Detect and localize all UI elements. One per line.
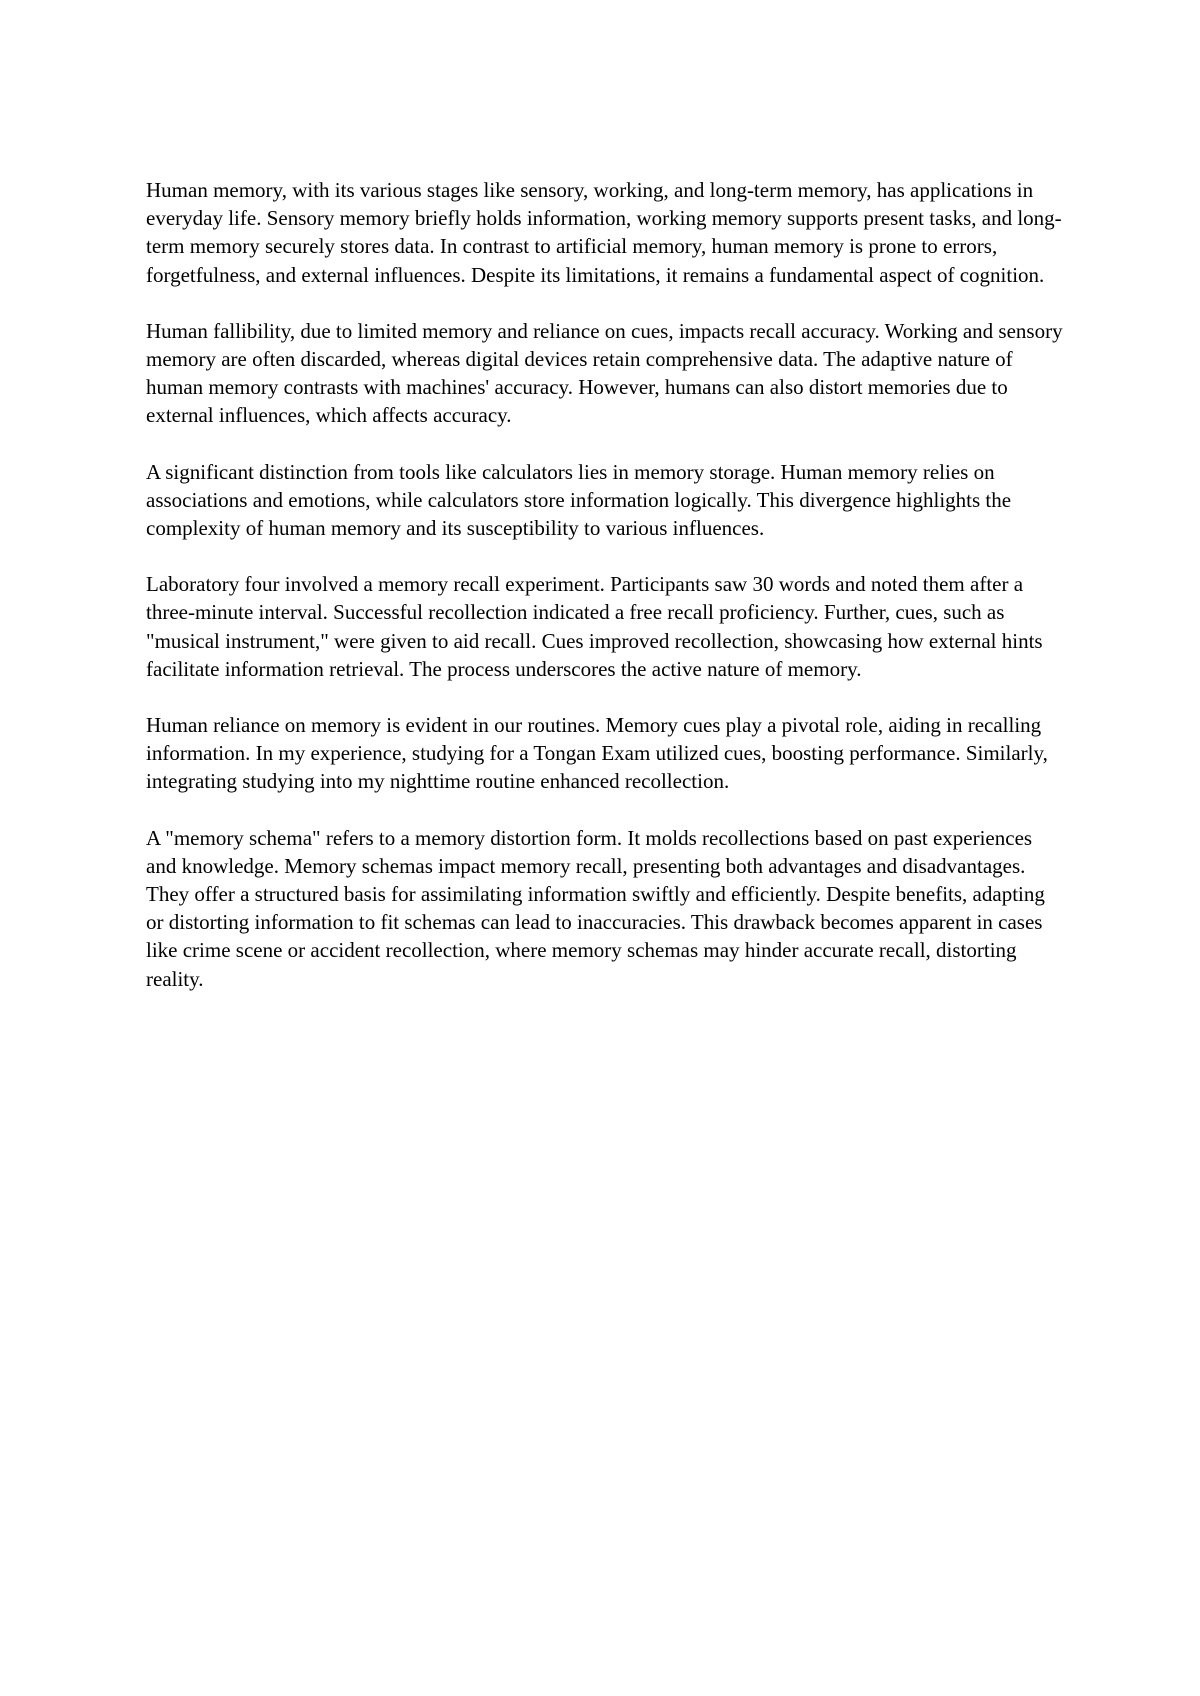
paragraph-memory-schema: A "memory schema" refers to a memory distortion form. It molds recollections based on past experiences and knowledge. Memory schemas impact memory recall, presenting both advantages and disadvantages. They offer a structured basis for assimilating information swiftly and efficiently. Despite benefits, adapting or distorting information to fit schemas can lead to inaccuracies. This drawback becomes apparent in cases like crime scene or accident recollection, where memory schemas may hinder accurate recall, distorting reality. [146,825,1045,991]
paragraph-memory-stages: Human memory, with its various stages like sensory, working, and long-term memory, has applications in everyday life. Sensory memory briefly holds information, working memory supports present tasks, and long-term memory securely stores data. In contrast to artificial memory, human memory is prone to errors, forgetfulness, and external influences. Despite its limitations, it remains a fundamental aspect of cognition. [146,178,1062,287]
paragraph-recall-experiment: Laboratory four involved a memory recall experiment. Participants saw 30 words and noted them after a three-minute interval. Successful recollection indicated a free recall proficiency. Further, cues, such as "musical instrument," were given to aid recall. Cues improved recollection, showcasing how external hints facilitate information retrieval. The process underscores the active nature of memory. [146,572,1043,681]
paragraph-memory-storage: A significant distinction from tools like calculators lies in memory storage. Human memory relies on associations and emotions, while calculators store information logically. This divergence highlights the complexity of human memory and its susceptibility to various influences. [146,459,1012,541]
paragraph-human-fallibility: Human fallibility, due to limited memory and reliance on cues, impacts recall accuracy. Working and sensory memory are often discarded, whereas digital devices retain comprehensive data. The adaptive nature of human memory contrasts with machines' accuracy. However, humans can also distort memories due to external influences, which affects accuracy. [146,318,1063,428]
paragraph-memory-routines: Human reliance on memory is evident in our routines. Memory cues play a pivotal role, aiding in recalling information. In my experience, studying for a Tongan Exam utilized cues, boosting performance. Similarly, integrating studying into my nighttime routine enhanced recollection. [146,713,1048,794]
document-body [146,176,1066,1021]
